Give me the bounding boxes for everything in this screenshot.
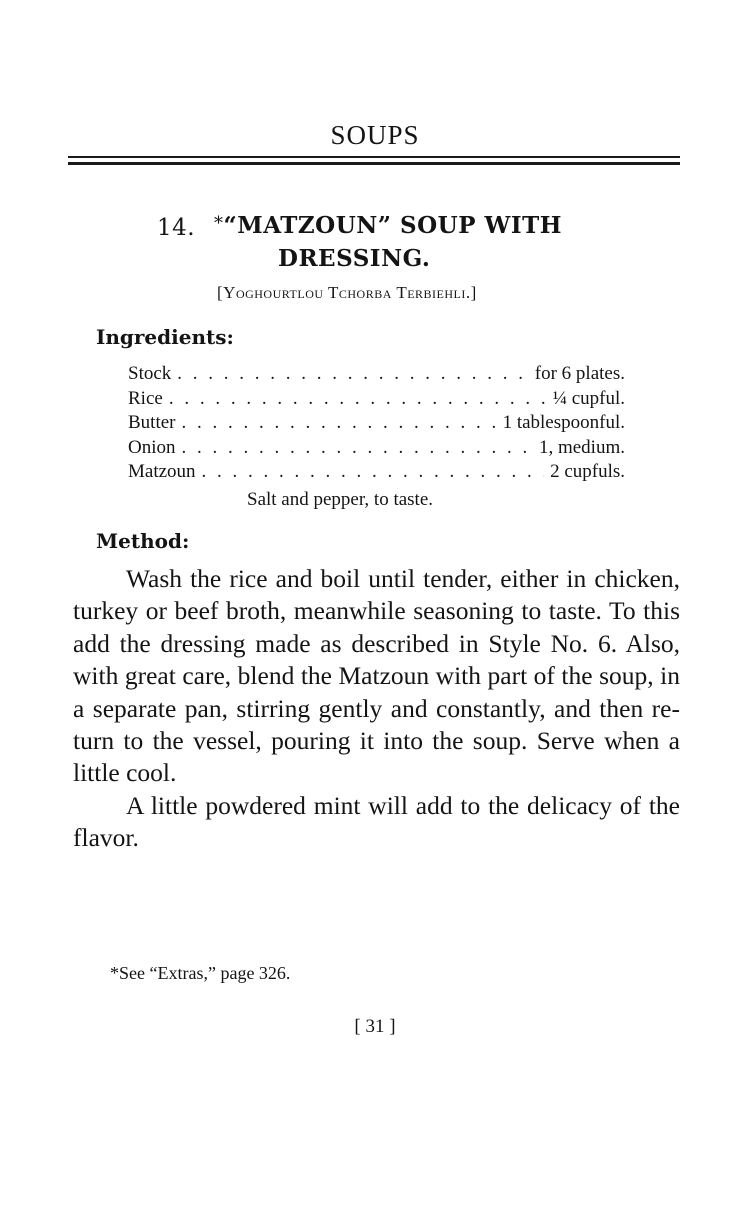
footnote: *See “Extras,” page 326. — [110, 963, 291, 983]
ingredient-row — [128, 412, 625, 437]
leader-dots — [169, 388, 547, 410]
header-rule-thin — [68, 156, 680, 158]
ingredients-heading: Ingredients: — [96, 325, 234, 349]
ingredient-name: Butter — [128, 412, 176, 433]
method-paragraph: Wash the rice and boil until tender, either in chicken, turkey or beef broth, meanwhile seasoning to taste. To this add the dressing made as described in Style No. 6. Also, with great care, blend the Matzoun with part of the soup, in a separate pan, stirring gently and constantly, and then return to the vessel, pouring it into the soup. Serve when a little cool. — [73, 564, 680, 788]
leader-dots — [202, 461, 545, 483]
ingredient-row — [128, 363, 625, 388]
seasoning-note: Salt and pepper, to taste. — [247, 489, 434, 510]
ingredient-quantity: for 6 plates. — [534, 363, 625, 384]
ingredient-row — [128, 388, 625, 413]
method-paragraph: A little powdered mint will add to the delicacy of the flavor. — [73, 790, 680, 853]
ingredient-row — [128, 437, 625, 462]
leader-dots — [182, 437, 533, 459]
recipe-number: 14. — [157, 215, 196, 241]
ingredient-quantity: 1, medium. — [538, 436, 625, 458]
recipe-subtitle-text: [Yoghourtlou Tchorba Terbiehli.] — [217, 283, 477, 302]
recipe-title-line2: DRESSING. — [278, 245, 431, 272]
ingredient-name: Onion — [128, 436, 176, 458]
recipe-subtitle — [217, 283, 477, 303]
ingredient-name: Stock — [128, 363, 172, 384]
running-head: SOUPS — [330, 120, 420, 150]
ingredient-name: Rice — [128, 387, 163, 409]
method-body — [73, 563, 680, 855]
ingredient-quantity: ¼ cupful. — [552, 387, 625, 409]
leader-dots — [182, 412, 497, 434]
header-rule-thick — [68, 162, 680, 165]
footnote-mark: * — [214, 213, 224, 234]
ingredient-row — [128, 461, 625, 486]
recipe-title-text: “MATZOUN” SOUP WITH — [223, 212, 562, 239]
recipe-title-line1 — [214, 212, 562, 239]
ingredient-name: Matzoun — [128, 461, 196, 482]
page-number: [ 31 ] — [354, 1016, 396, 1037]
ingredients-list — [128, 363, 625, 486]
ingredient-quantity: 1 tablespoonful. — [502, 412, 625, 433]
ingredient-quantity: 2 cupfuls. — [550, 461, 625, 482]
method-heading: Method: — [96, 529, 190, 553]
leader-dots — [177, 363, 528, 385]
